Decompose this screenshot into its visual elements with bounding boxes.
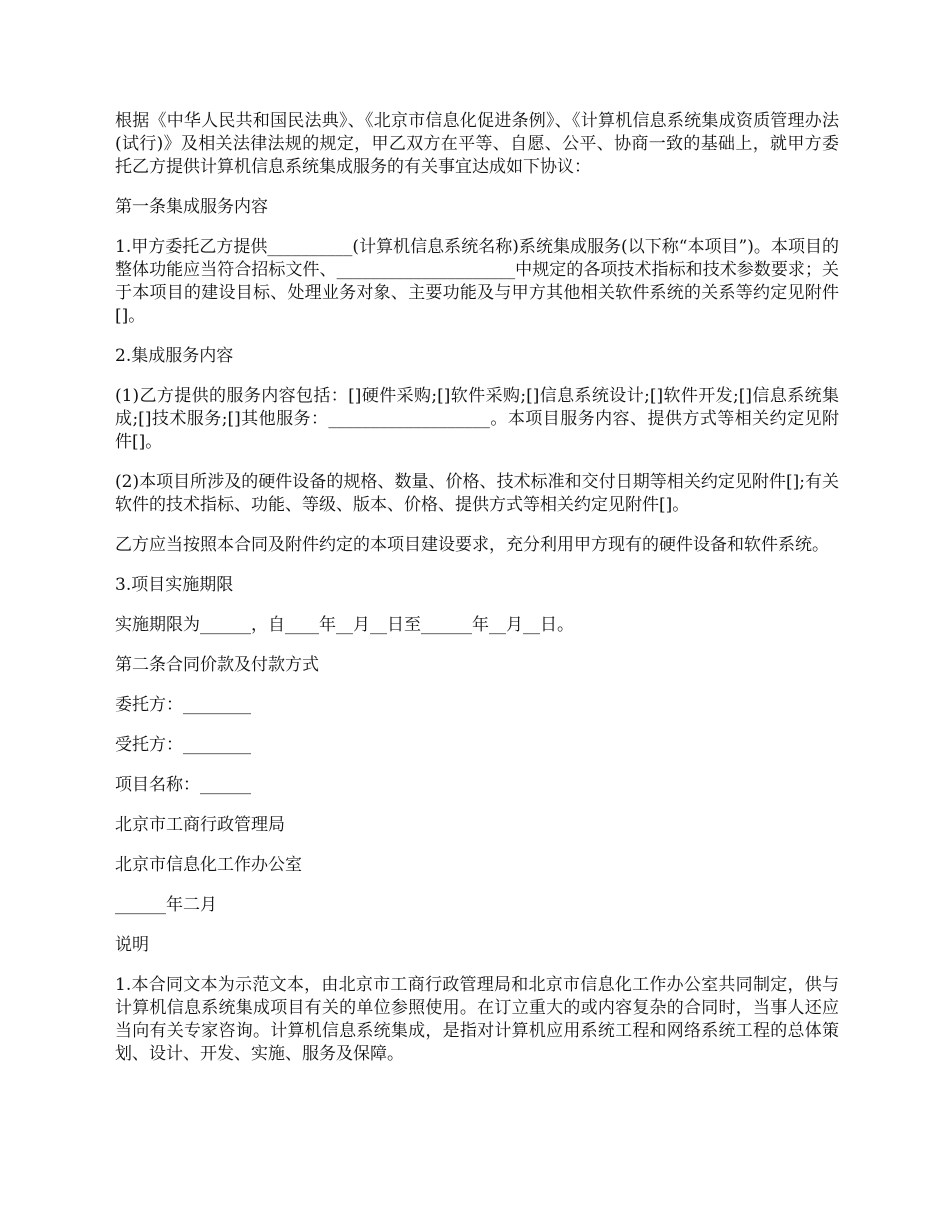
period-paragraph: 实施期限为______，自____年__月__日至______年__月__日。 — [115, 615, 574, 635]
notes-heading: 说明 — [115, 935, 149, 955]
article-1-heading: 第一条集成服务内容 — [115, 197, 268, 217]
client-line: 委托方：________ — [115, 695, 251, 715]
project-name-line: 项目名称：______ — [115, 775, 251, 795]
clause-2-1-paragraph: (1)乙方提供的服务内容包括：[]硬件采购;[]软件采购;[]信息系统设计;[]软件开发;[]信息系统集成;[]技术服务;[]其他服务：___________________。本项目服务内容、提供方式等相关约定见附件[]。 — [115, 386, 839, 452]
notes-1-paragraph: 1.本合同文本为示范文本，由北京市工商行政管理局和北京市信息化工作办公室共同制定，供与计算机信息系统集成项目有关的单位参照使用。在订立重大的或内容复杂的合同时，当事人还应当向有关专家咨询。计算机信息系统集成，是指对计算机应用系统工程和网络系统工程的总体策划、设计、开发、实施、服务及保障。 — [115, 975, 839, 1064]
clause-2-heading: 2.集成服务内容 — [115, 346, 234, 366]
issuer-1-line: 北京市工商行政管理局 — [115, 815, 285, 835]
issuer-2-line: 北京市信息化工作办公室 — [115, 855, 302, 875]
article-2-heading: 第二条合同价款及付款方式 — [115, 655, 319, 675]
contractor-line: 受托方：________ — [115, 735, 251, 755]
clause-2-2-paragraph: (2)本项目所涉及的硬件设备的规格、数量、价格、技术标准和交付日期等相关约定见附件[];有关软件的技术指标、功能、等级、版本、价格、提供方式等相关约定见附件[]。 — [115, 472, 839, 515]
document-body — [115, 110, 839, 1083]
clause-1-paragraph: 1.甲方委托乙方提供__________(计算机信息系统名称)系统集成服务(以下称“本项目”)。本项目的整体功能应当符合招标文件、_____________________中规定的各项技术指标和技术参数要求；关于本项目的建设目标、处理业务对象、主要功能及与甲方其他相关软件系统的关系等约定见附件[]。 — [115, 237, 839, 326]
intro-paragraph: 根据《中华人民共和国民法典》、《北京市信息化促进条例》、《计算机信息系统集成资质管理办法(试行)》及相关法律法规的规定，甲乙双方在平等、自愿、公平、协商一致的基础上，就甲方委托乙方提供计算机信息系统集成服务的有关事宜达成如下协议： — [115, 111, 839, 177]
obligation-paragraph: 乙方应当按照本合同及附件约定的本项目建设要求，充分利用甲方现有的硬件设备和软件系统。 — [115, 535, 829, 555]
date-line: ______年二月 — [115, 895, 217, 915]
clause-3-heading: 3.项目实施期限 — [115, 575, 234, 595]
